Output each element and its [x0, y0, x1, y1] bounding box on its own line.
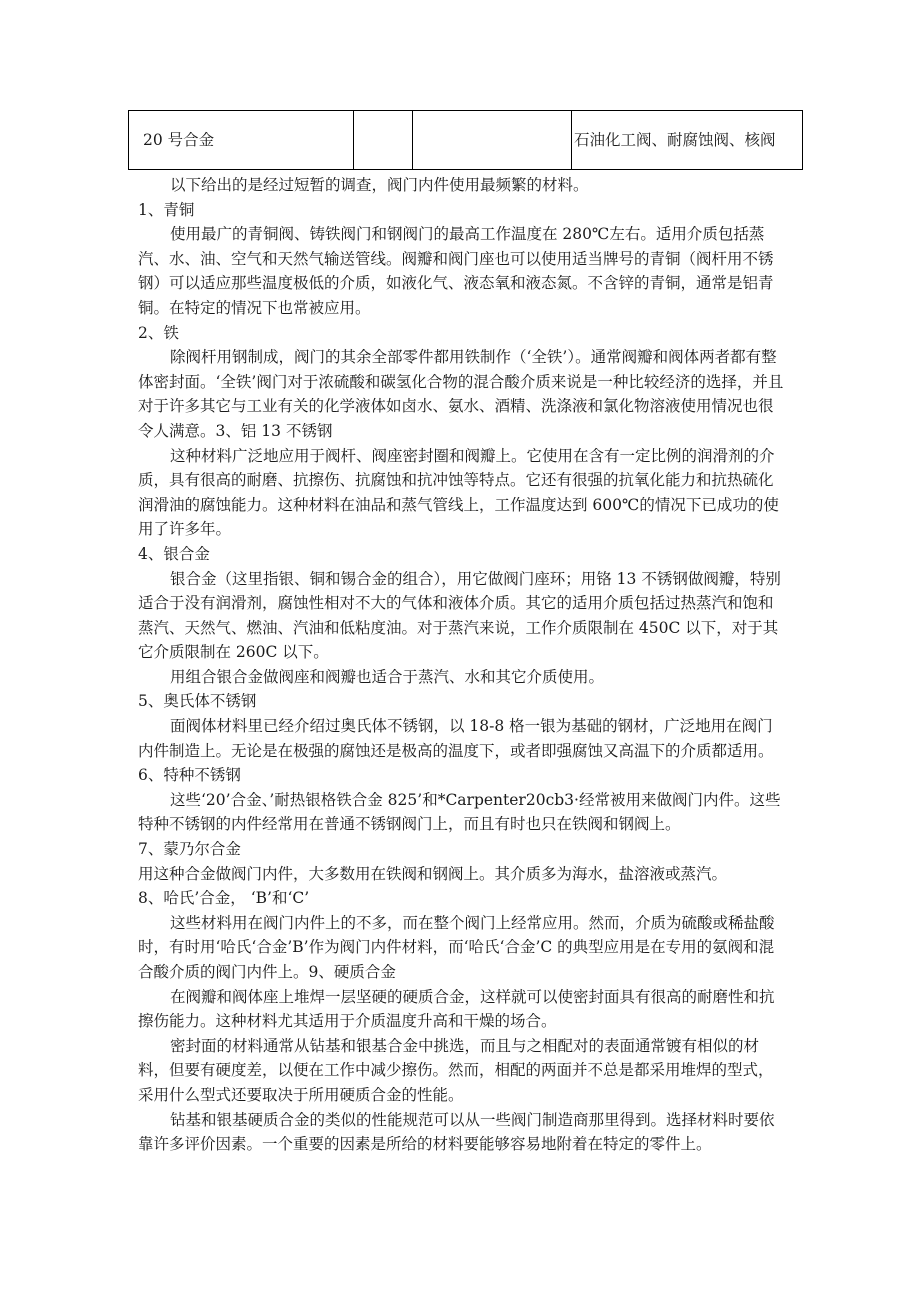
- table-row: [129, 111, 803, 170]
- paragraph-hard-alloy-1: 在阀瓣和阀体座上堆焊一层坚硬的硬质合金，这样就可以使密封面具有很高的耐磨性和抗擦伤能力。这种材料尤其适用于介质温度升高和干燥的场合。: [138, 987, 775, 1031]
- table-cell-empty-1: [354, 111, 413, 170]
- paragraph-silver-alloy-1: 银合金（这里指银、铜和锡合金的组合），用它做阀门座环；用铬 13 不锈钢做阀瓣，特别适合于没有润滑剂，腐蚀性相对不大的气体和液体介质。其它的适用介质包括过热蒸汽和饱和蒸汽、天然气、燃油、汽油和低粘度油。对于蒸汽来说，工作介质限制在 450C 以下，对于其它介质限制在 260C 以下。: [138, 569, 781, 662]
- body-text: [138, 173, 788, 1157]
- table-cell-application: 石油化工阀、耐腐蚀阀、核阀: [572, 111, 803, 170]
- paragraph-austenitic: 面阀体材料里已经介绍过奥氏体不锈钢，以 18-8 格一银为基础的钢材，广泛地用在阀门内件制造上。无论是在极强的腐蚀还是极高的温度下，或者即强腐蚀又高温下的介质都适用。: [138, 717, 774, 760]
- paragraph-monel: 用这种合金做阀门内件，大多数用在铁阀和钢阀上。其介质多为海水，盐溶液或蒸汽。: [138, 864, 728, 883]
- paragraph-hastelloy: 这些材料用在阀门内件上的不多，而在整个阀门上经常应用。然而，介质为硫酸或稀盐酸时，有时用‘哈氏‘合金’B’作为阀门内件材料，而‘哈氏‘合金’C 的典型应用是在专用的氨阀和混合酸介质的阀门内件上。9、硬质合金: [138, 913, 775, 981]
- section-heading-hastelloy: 8、哈氏’合金， ‘B’和‘C’: [138, 889, 310, 908]
- section-heading-monel: 7、蒙乃尔合金: [138, 840, 241, 859]
- intro-paragraph: 以下给出的是经过短暂的调查，阀门内件使用最频繁的材料。: [170, 176, 589, 194]
- material-table: [128, 110, 803, 170]
- paragraph-bronze: 使用最广的青铜阀、铸铁阀门和钢阀门的最高工作温度在 280℃左右。适用介质包括蒸汽、水、油、空气和天然气输送管线。阀瓣和阀门座也可以使用适当牌号的青铜（阀杆用不锈钢）可以适应那些温度极低的介质，如液化气、液态氧和液态氮。不含锌的青铜，通常是铝青铜。在特定的情况下也常被应用。: [138, 225, 774, 317]
- paragraph-silver-alloy-2: 用组合银合金做阀座和阀瓣也适合于蒸汽、水和其它介质使用。: [170, 667, 605, 686]
- section-heading-iron: 2、铁: [138, 323, 179, 342]
- table-cell-material: 20 号合金: [129, 111, 354, 170]
- section-heading-silver-alloy: 4、银合金: [138, 544, 210, 563]
- section-heading-austenitic: 5、奥氏体不锈钢: [138, 692, 257, 711]
- paragraph-iron: 除阀杆用钢制成，阀门的其余全部零件都用铁制作（‘全铁’）。通常阀瓣和阀体两者都有整体密封面。‘全铁’阀门对于浓硫酸和碳氢化合物的混合酸介质来说是一种比较经济的选择，并且对于许多其它与工业有关的化学液体如卤水、氨水、酒精、洗涤液和氯化物溶液使用情况也很令人满意。3、铝 13 不锈钢: [138, 348, 784, 440]
- paragraph-special-steel: 这些‘20’合金、’耐热银格铁合金 825’和*Carpenter20cb3·经常被用来做阀门内件。这些特种不锈钢的内件经常用在普通不锈钢阀门上，而且有时也只在铁阀和钢阀上。: [138, 790, 781, 834]
- paragraph-hard-alloy-3: 钻基和银基硬质合金的类似的性能规范可以从一些阀门制造商那里得到。选择材料时要依靠许多评价因素。一个重要的因素是所给的材料要能够容易地附着在特定的零件上。: [138, 1110, 775, 1154]
- section-heading-special-steel: 6、特种不锈钢: [138, 766, 241, 785]
- table-cell-empty-2: [413, 111, 572, 170]
- section-heading-bronze: 1、青铜: [138, 200, 195, 219]
- paragraph-13cr-steel: 这种材料广泛地应用于阀杆、阀座密封圈和阀瓣上。它使用在含有一定比例的润滑剂的介质，具有很高的耐磨、抗擦伤、抗腐蚀和抗冲蚀等特点。它还有很强的抗氧化能力和抗热硫化润滑油的腐蚀能力。这种材料在油品和蒸气管线上，工作温度达到 600℃的情况下已成功的使用了许多年。: [138, 446, 779, 539]
- paragraph-hard-alloy-2: 密封面的材料通常从钻基和银基合金中挑选，而且与之相配对的表面通常镀有相似的材料，但要有硬度差，以便在工作中减少擦伤。然而，相配的两面并不总是都采用堆焊的型式，采用什么型式还要取决于所用硬质合金的性能。: [138, 1036, 774, 1104]
